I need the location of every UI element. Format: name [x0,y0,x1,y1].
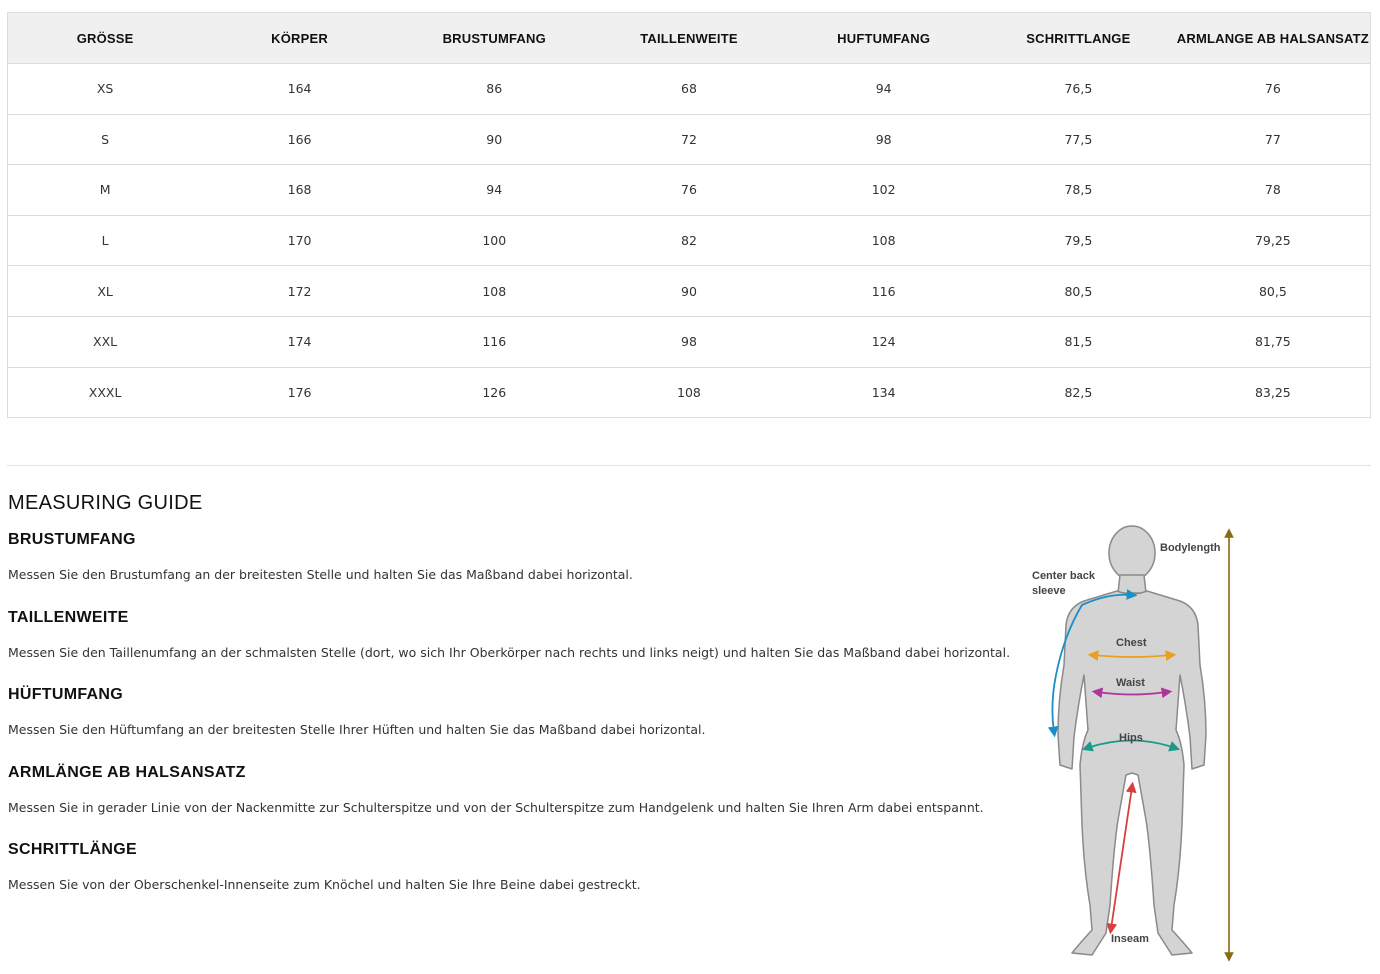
measurement-cell: 81,5 [981,316,1176,367]
guide-text: Messen Sie den Brustumfang an der breitesten Stelle und halten Sie das Maßband dabei horizontal. [8,567,633,582]
center-back-sleeve-label-line1: Center back [1032,570,1095,582]
column-header: ARMLANGE AB HALSANSATZ [1176,13,1371,64]
measurement-cell: 176 [287,384,312,400]
measurement-cell: 116 [786,266,981,317]
measurement-cell: 126 [482,384,507,400]
measurement-cell: 78 [1176,165,1371,216]
measurement-cell: 116 [397,316,592,367]
measurement-cell: 108 [397,266,592,317]
guide-section-hips [8,686,1018,764]
column-header: KÖRPER [202,13,397,64]
table-header-row [8,13,1371,64]
size-cell: XXL [8,316,203,367]
measurement-cell: 82,5 [1064,384,1093,400]
column-header: SCHRITTLANGE [981,13,1176,64]
size-cell: M [8,165,203,216]
table-row [8,367,1371,418]
table-row [8,266,1371,317]
chest-label: Chest [1116,637,1147,649]
guide-section-waist [8,609,1018,687]
measurement-cell: 81,75 [1176,316,1371,367]
column-header: GRÖSSE [8,13,203,64]
measurement-cell: 80,5 [981,266,1176,317]
measurement-cell: 100 [397,215,592,266]
body-measurement-figure [1020,525,1250,965]
measurement-cell: 76 [592,165,787,216]
column-header: HUFTUMFANG [786,13,981,64]
size-cell: XXXL [88,384,122,400]
measurement-cell: 79,5 [981,215,1176,266]
measurement-cell: 76,5 [981,64,1176,115]
measurement-cell: 94 [397,165,592,216]
measurement-cell: 86 [397,64,592,115]
measuring-guide [8,492,1018,919]
measurement-cell: 72 [592,114,787,165]
measurement-cell: 90 [397,114,592,165]
inseam-label: Inseam [1111,933,1149,945]
measurement-cell: 77,5 [981,114,1176,165]
guide-section-arm-length [8,764,1018,842]
guide-section-inseam [8,841,1018,919]
guide-text: Messen Sie von der Oberschenkel-Innenseite zum Knöchel und halten Sie Ihre Beine dabei gestreckt. [8,877,641,892]
guide-text: Messen Sie den Taillenumfang an der schmalsten Stelle (dort, wo sich Ihr Oberkörper nach rechts und links neigt) und halten Sie das Maßband dabei horizontal. [8,644,1011,660]
measurement-cell: 172 [202,266,397,317]
measurement-cell: 164 [202,64,397,115]
guide-heading: HÜFTUMFANG [8,686,123,703]
size-cell: S [8,114,203,165]
measurement-cell: 77 [1176,114,1371,165]
measurement-cell: 168 [202,165,397,216]
guide-heading: ARMLÄNGE AB HALSANSATZ [8,763,246,781]
guide-heading: SCHRITTLÄNGE [8,841,137,858]
measurement-cell: 78,5 [981,165,1176,216]
measurement-cell: 102 [786,165,981,216]
measurement-cell: 134 [871,384,896,400]
guide-text: Messen Sie in gerader Linie von der Nackenmitte zur Schulterspitze und von der Schulterspitze zum Handgelenk und halten Sie Ihren Arm dabei entspannt. [8,799,984,815]
measurement-cell: 82 [592,215,787,266]
measurement-cell: 79,25 [1176,215,1371,266]
measurement-cell: 80,5 [1176,266,1371,317]
guide-title: MEASURING GUIDE [8,492,203,514]
size-cell: L [8,215,203,266]
measurement-cell: 170 [202,215,397,266]
table-row [8,165,1371,216]
table-body [8,64,1371,418]
measurement-cell: 98 [592,316,787,367]
table-row [8,114,1371,165]
guide-section-chest [8,531,1018,609]
size-table [7,12,1371,418]
bodylength-label: Bodylength [1160,542,1221,554]
measurement-cell: 94 [786,64,981,115]
section-divider [7,465,1371,466]
guide-heading: BRUSTUMFANG [8,531,136,548]
measurement-cell: 166 [202,114,397,165]
table-row [8,215,1371,266]
measurement-cell: 68 [592,64,787,115]
table-row [8,64,1371,115]
measurement-cell: 83,25 [1254,384,1291,400]
measurement-cell: 124 [786,316,981,367]
measurement-cell: 174 [202,316,397,367]
table-row [8,316,1371,367]
measurement-cell: 90 [592,266,787,317]
measurement-cell: 76 [1176,64,1371,115]
measurement-cell: 98 [786,114,981,165]
guide-text: Messen Sie den Hüftumfang an der breitesten Stelle Ihrer Hüften und halten Sie das Maßband dabei horizontal. [8,722,706,737]
waist-label: Waist [1116,677,1145,689]
measurement-cell: 108 [677,384,701,400]
guide-heading: TAILLENWEITE [8,608,129,626]
column-header: BRUSTUMFANG [397,13,592,64]
center-back-sleeve-label-line2: sleeve [1032,585,1066,597]
column-header: TAILLENWEITE [592,13,787,64]
measurement-cell: 108 [786,215,981,266]
size-cell: XS [8,64,203,115]
size-cell: XL [8,266,203,317]
hips-label: Hips [1119,732,1143,744]
